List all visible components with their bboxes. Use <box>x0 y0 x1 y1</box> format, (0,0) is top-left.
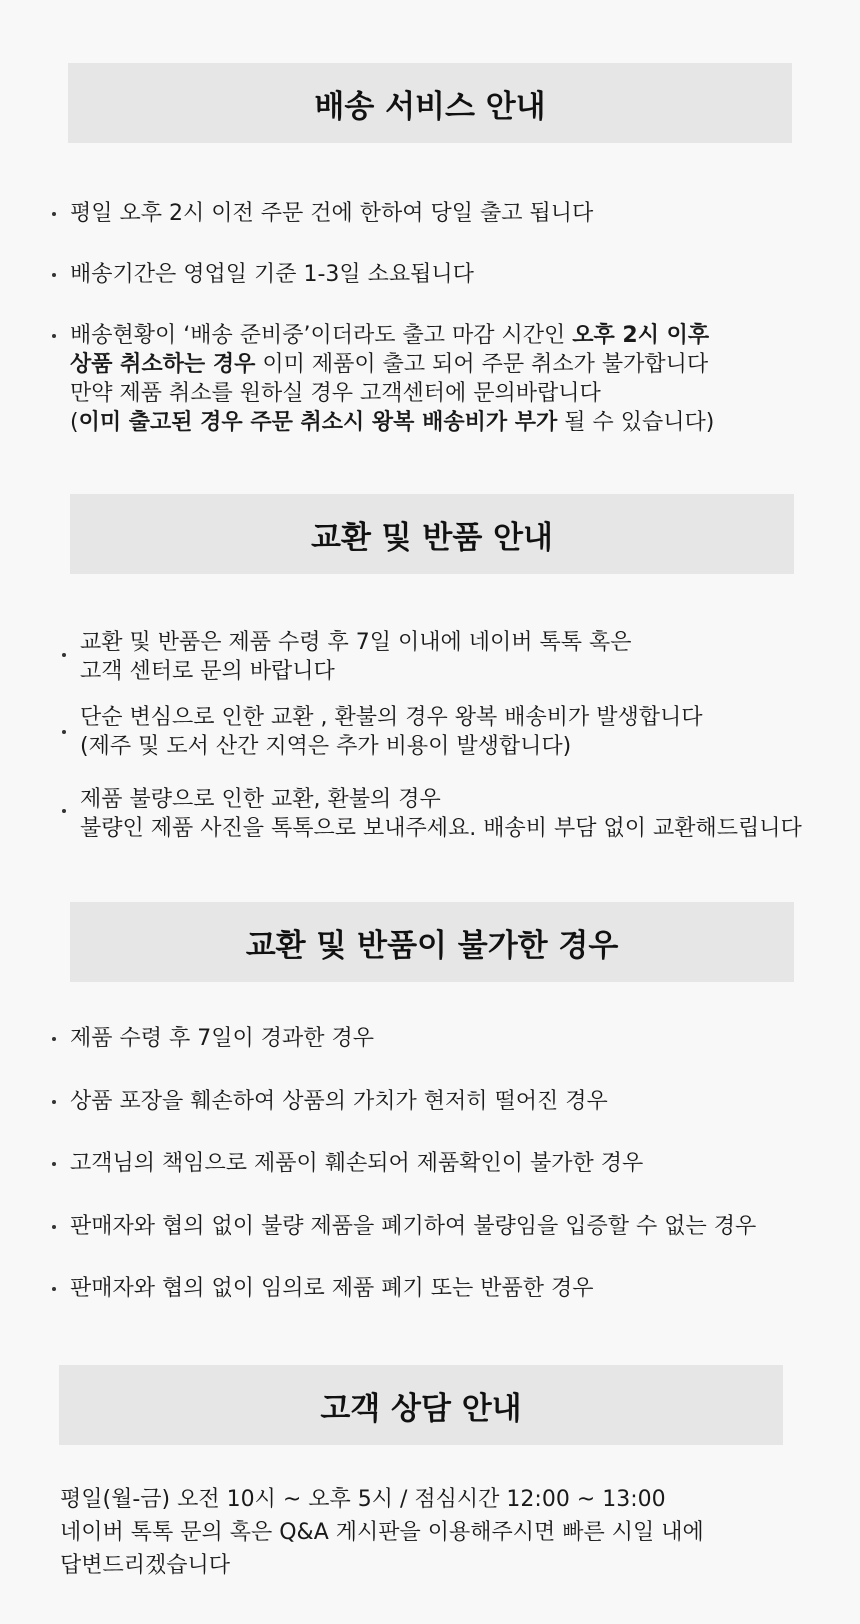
shipping-item-line: 배송현황이 ‘배송 준비중’이더라도 출고 마감 시간인 오후 2시 이후 <box>70 323 710 348</box>
contact-section-title: 고객 상담 안내 <box>320 1390 522 1427</box>
exchange-item-3: 제품 불량으로 인한 교환, 환불의 경우 불량인 제품 사진을 톡톡으로 보내주세요. 배송비 부담 없이 교환해드립니다 <box>80 787 802 841</box>
contact-section-header <box>59 1365 783 1445</box>
shipping-item-text: 평일 오후 2시 이전 주문 건에 한하여 당일 출고 됩니다 <box>70 201 594 226</box>
emphasis-text: 상품 취소하는 경우 <box>70 352 256 377</box>
bullet-dot <box>52 1225 56 1229</box>
shipping-section-header <box>68 63 792 143</box>
not-allowed-item: 상품 포장을 훼손하여 상품의 가치가 현저히 떨어진 경우 <box>70 1089 608 1114</box>
not-allowed-item: 판매자와 협의 없이 불량 제품을 폐기하여 불량임을 입증할 수 없는 경우 <box>70 1214 757 1239</box>
not-allowed-item: 판매자와 협의 없이 임의로 제품 폐기 또는 반품한 경우 <box>70 1276 594 1301</box>
bullet-dot <box>52 1100 56 1104</box>
exchange-section-title: 교환 및 반품 안내 <box>311 519 553 556</box>
shipping-item-2 <box>70 260 474 289</box>
bullet-dot <box>62 809 66 813</box>
bullet-dot <box>52 1037 56 1041</box>
bullet-dot <box>52 212 56 216</box>
bullet-dot <box>52 1162 56 1166</box>
shipping-item-line: 만약 제품 취소를 원하실 경우 고객센터에 문의바랍니다 <box>70 381 601 406</box>
contact-info <box>60 1483 704 1582</box>
shipping-item-3 <box>70 321 714 437</box>
shipping-item-text: 배송기간은 영업일 기준 1-3일 소요됩니다 <box>70 262 474 287</box>
bullet-dot <box>52 1287 56 1291</box>
shipping-item-line: (이미 출고된 경우 주문 취소시 왕복 배송비가 부가 될 수 있습니다) <box>70 410 715 435</box>
bullet-dot <box>52 334 56 338</box>
contact-line: 네이버 톡톡 문의 혹은 Q&A 게시판을 이용해주시면 빠른 시일 내에 <box>60 1520 704 1545</box>
exchange-item-2: 단순 변심으로 인한 교환 , 환불의 경우 왕복 배송비가 발생합니다 (제주 및 도서 산간 지역은 추가 비용이 발생합니다) <box>80 705 703 759</box>
not-allowed-item: 고객님의 책임으로 제품이 훼손되어 제품확인이 불가한 경우 <box>70 1151 644 1176</box>
emphasis-text: 이미 출고된 경우 주문 취소시 왕복 배송비가 부가 <box>78 410 558 435</box>
shipping-item-1 <box>70 199 593 228</box>
exchange-section-header <box>70 494 794 574</box>
contact-line: 답변드리겠습니다 <box>60 1553 231 1578</box>
not-allowed-section-header <box>70 902 794 982</box>
bullet-dot <box>62 653 66 657</box>
emphasis-text: 오후 2시 이후 <box>572 323 710 348</box>
bullet-dot <box>62 730 66 734</box>
shipping-section-title: 배송 서비스 안내 <box>314 88 546 125</box>
not-allowed-section-title: 교환 및 반품이 불가한 경우 <box>245 927 619 964</box>
not-allowed-item: 제품 수령 후 7일이 경과한 경우 <box>70 1026 374 1051</box>
business-hours: 평일(월-금) 오전 10시 ~ 오후 5시 / 점심시간 12:00 ~ 13:00 <box>60 1487 666 1512</box>
exchange-item-1: 교환 및 반품은 제품 수령 후 7일 이내에 네이버 톡톡 혹은 고객 센터로 문의 바랍니다 <box>80 630 632 684</box>
shipping-item-line: 상품 취소하는 경우 이미 제품이 출고 되어 주문 취소가 불가합니다 <box>70 352 709 377</box>
bullet-dot <box>52 273 56 277</box>
